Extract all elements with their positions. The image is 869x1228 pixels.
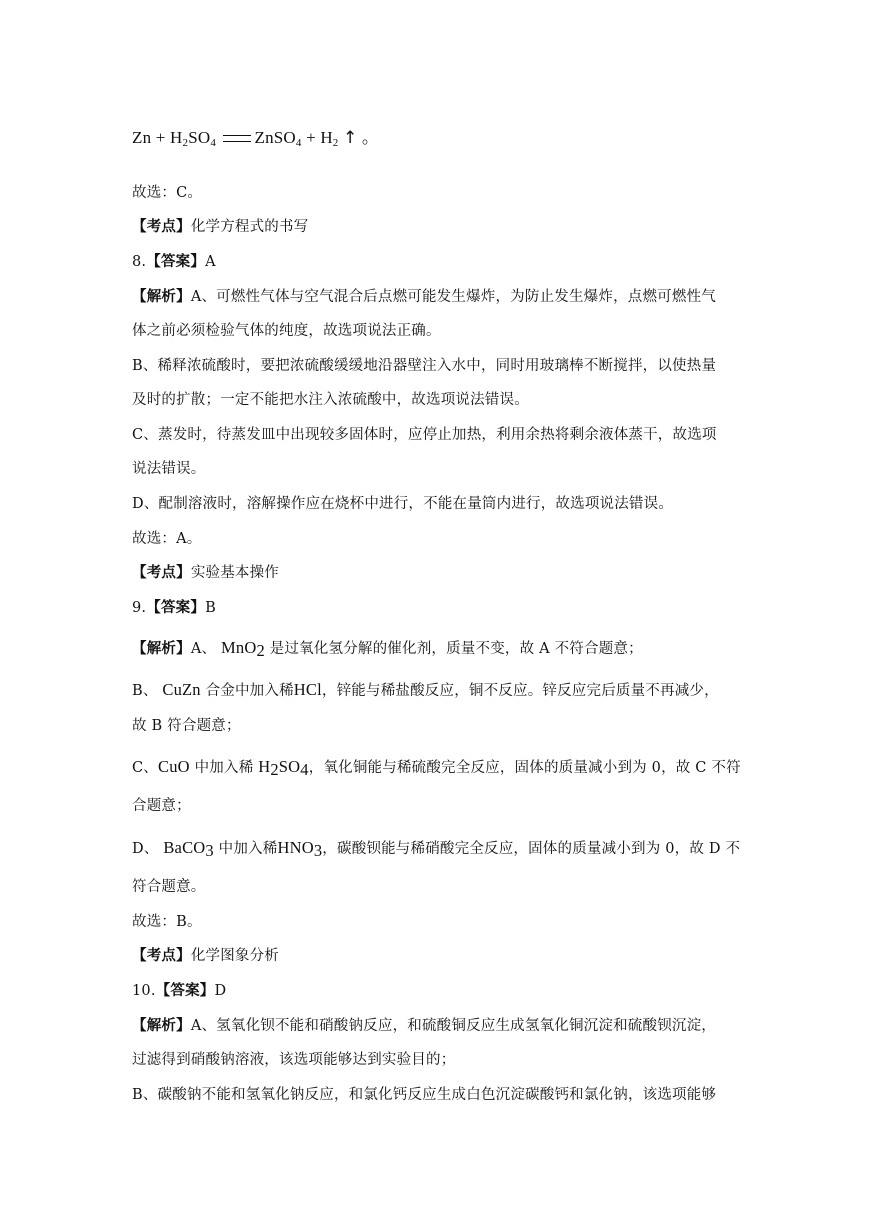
formula-period: 。 [361, 128, 380, 147]
question-number: 8. [132, 254, 147, 270]
chem-cuo: CuO [158, 757, 190, 776]
analysis-text: ，锌能与稀盐酸反应，铜不反应。锌反应完后质量不再减少， [321, 683, 719, 699]
option-prefix: D、 [132, 841, 159, 857]
chem-baco3: BaCO [163, 838, 206, 857]
analysis-text: 合金中加入稀 [205, 683, 294, 699]
q8-analysis-a1 [132, 287, 742, 307]
chem-hno3: HNO [277, 838, 314, 857]
q10-analysis-b1: B、碳酸钠不能和氢氧化钠反应，和氯化钙反应生成白色沉淀碳酸钙和氯化钠，该选项能够 [132, 1087, 717, 1103]
chem-so: SO [278, 757, 301, 776]
formula-so-subscript: 4 [210, 137, 217, 149]
q8-analysis-b1: B、稀释浓硫酸时，要把浓硫酸缓缓地沿器壁注入水中，同时用玻璃棒不断搅拌，以使热量 [132, 358, 717, 374]
kaodian-label: 【考点】 [132, 564, 191, 581]
q9-analysis-c1 [132, 757, 742, 778]
q9-analysis-b2: 故 B 符合题意； [132, 718, 241, 734]
option-prefix: C、 [132, 760, 158, 776]
option-prefix: A、 [190, 641, 217, 657]
q8-analysis-a2: 体之前必须检验气体的纯度，故选项说法正确。 [132, 323, 441, 339]
analysis-text: 是过氧化氢分解的催化剂，质量不变，故 A 不符合题意； [269, 641, 643, 657]
q9-answer [132, 598, 742, 618]
q8-kaodian [132, 563, 742, 583]
chem-subscript: 3 [313, 841, 323, 860]
chem-subscript: 2 [270, 760, 279, 779]
q9-analysis-c2: 合题意； [132, 798, 191, 814]
q9-analysis-b1 [132, 680, 742, 701]
analysis-text: 中加入稀 [218, 841, 278, 857]
analysis-text: ，碳酸钡能与稀硝酸完全反应，固体的质量减小到为 0，故 D 不 [322, 841, 741, 857]
formula-plus: + [306, 128, 316, 147]
formula-h2: H [320, 128, 333, 147]
kaodian-text: 实验基本操作 [190, 565, 280, 581]
q9-analysis-a [132, 638, 742, 659]
formula-h-subscript: 2 [182, 137, 189, 149]
analysis-label: 【解析】 [132, 1017, 191, 1034]
kaodian-label: 【考点】 [132, 947, 191, 964]
analysis-text: ，氧化铜能与稀硫酸完全反应，固体的质量减小到为 0，故 C 不符 [308, 760, 741, 776]
q10-analysis-a2: 过滤得到硝酸钠溶液，该选项能够达到实验目的； [132, 1052, 456, 1068]
formula-so: SO [188, 128, 211, 147]
equals-sign-icon [223, 135, 251, 142]
formula-plus: + [155, 128, 166, 147]
answer-label: 【答案】 [146, 253, 206, 270]
analysis-text: 中加入稀 [194, 760, 254, 776]
q8-choose: 故选：A。 [132, 531, 202, 547]
chem-mno2: MnO [221, 638, 257, 657]
kaodian-text: 化学方程式的书写 [190, 219, 309, 235]
formula-h2-subscript: 2 [332, 137, 339, 149]
answer-value: A [205, 254, 216, 270]
q9-analysis-d2: 符合题意。 [132, 879, 206, 895]
option-prefix: B、 [132, 683, 158, 699]
q9-choose: 故选：B。 [132, 914, 202, 930]
formula-h: H [170, 128, 183, 147]
q8-analysis-c1: C、蒸发时，待蒸发皿中出现较多固体时，应停止加热，利用余热将剩余液体蒸干，故选项 [132, 427, 717, 443]
q8-analysis-b2: 及时的扩散；一定不能把水注入浓硫酸中，故选项说法错误。 [132, 392, 529, 408]
chem-subscript: 4 [300, 760, 309, 779]
answer-value: D [214, 983, 227, 999]
q7-kaodian [132, 217, 742, 237]
q9-analysis-d1 [132, 838, 742, 859]
formula-zn: Zn [132, 128, 152, 147]
q10-answer [132, 981, 742, 1001]
gas-arrow-icon: ↑ [342, 128, 358, 148]
q9-kaodian [132, 946, 742, 966]
q8-analysis-c2: 说法错误。 [132, 461, 206, 477]
q10-analysis-a1 [132, 1016, 742, 1036]
kaodian-label: 【考点】 [132, 218, 191, 235]
analysis-text: A、可燃性气体与空气混合后点燃可能发生爆炸，为防止发生爆炸，点燃可燃性气 [190, 289, 716, 305]
answer-label: 【答案】 [146, 599, 206, 616]
q8-answer [132, 252, 742, 272]
reaction-equation [132, 128, 742, 148]
analysis-label: 【解析】 [132, 288, 191, 305]
chem-cuzn: CuZn [162, 680, 201, 699]
q8-analysis-d1: D、配制溶液时，溶解操作应在烧杯中进行，不能在量筒内进行，故选项说法错误。 [132, 496, 674, 512]
chem-subscript: 3 [205, 841, 214, 860]
answer-label: 【答案】 [155, 982, 215, 999]
question-number: 10. [132, 983, 156, 999]
chem-h: H [258, 757, 271, 776]
q7-choose: 故选：C。 [132, 185, 203, 201]
chem-subscript: 2 [256, 641, 265, 660]
analysis-label: 【解析】 [132, 640, 191, 657]
chem-hcl: HCl [293, 680, 322, 699]
formula-znso-subscript: 4 [295, 137, 302, 149]
formula-znso: ZnSO [254, 128, 296, 147]
question-number: 9. [132, 600, 147, 616]
kaodian-text: 化学图象分析 [190, 948, 280, 964]
analysis-text: A、氢氧化钡不能和硝酸钠反应，和硫酸铜反应生成氢氧化铜沉淀和硫酸钡沉淀， [190, 1018, 716, 1034]
answer-value: B [205, 600, 216, 616]
